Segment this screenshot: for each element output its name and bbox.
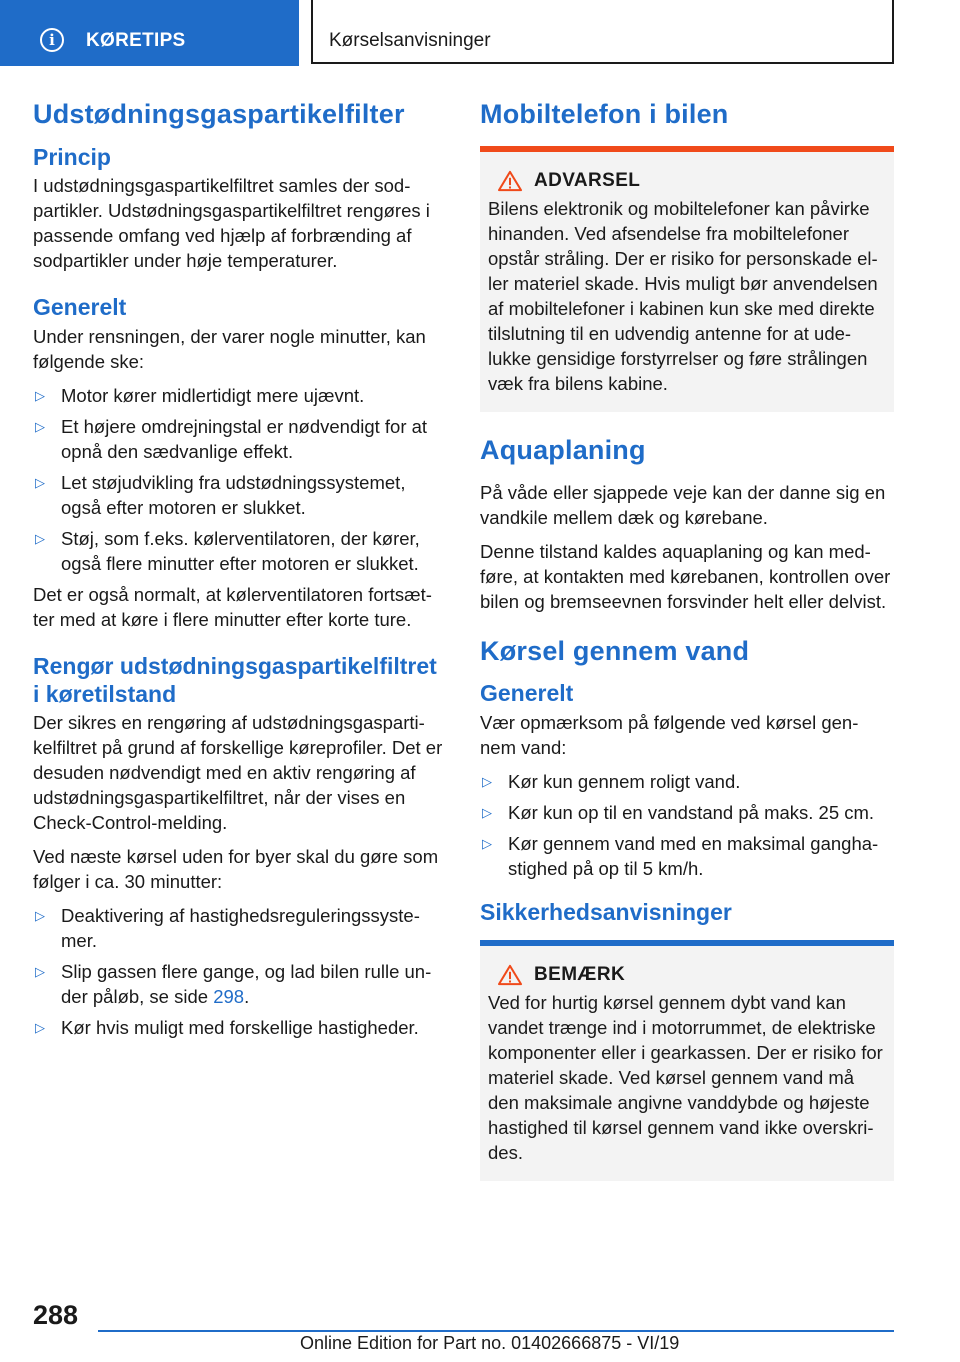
subheading-sikkerhed: Sikkerhedsanvisninger xyxy=(480,898,732,925)
triangle-bullet-icon: ▷ xyxy=(35,908,45,924)
left-column xyxy=(33,98,448,1046)
notice-box xyxy=(480,946,894,1181)
subheading-generelt: Generelt xyxy=(33,294,127,321)
notice-text: Ved for hurtig kørsel gennem dybt vand kan vandet trænge ind i motorrummet, de elektriske komponenter eller i gearkassen. Der er risiko for materiel skade. Ved kørsel gennem vand må den maksimale angivne vanddybde og højeste hastighed til kørsel gennem vand ikke overskri-des. xyxy=(488,992,883,1164)
list-item: ▷ Slip gassen flere gange, og lad bilen rulle un-der påløb, se side 298. xyxy=(35,961,432,1008)
list-item: ▷ Kør hvis muligt med forskellige hastigheder. xyxy=(35,1017,419,1039)
vand-intro: Vær opmærksom på følgende ved kørsel gen-nem vand: xyxy=(480,711,859,758)
subheading-rengor: Rengør udstødningsgaspartikelfiltret i køretilstand xyxy=(33,652,437,707)
section-title-filter: Udstødningsgaspartikelfilter xyxy=(33,99,405,129)
warning-box xyxy=(480,152,894,412)
page-header xyxy=(0,0,960,66)
page-number: 288 xyxy=(33,1300,79,1330)
triangle-bullet-icon: ▷ xyxy=(35,1020,45,1036)
list-item: ▷ Kør gennem vand med en maksimal gangha-stighed på op til 5 km/h. xyxy=(482,832,879,879)
list-item: ▷ Let støjudvikling fra udstødningssystemet, også efter motoren er slukket. xyxy=(35,471,406,518)
warning-triangle-icon xyxy=(496,964,524,986)
info-icon: i xyxy=(40,28,64,52)
warning-triangle-icon xyxy=(496,170,524,192)
triangle-bullet-icon: ▷ xyxy=(35,387,45,403)
list-item: ▷ Kør kun gennem roligt vand. xyxy=(482,770,741,792)
list-item: ▷ Deaktivering af hastighedsreguleringssyste-mer. xyxy=(35,905,420,952)
chapter-title: Kørselsanvisninger xyxy=(329,30,491,51)
aquaplaning-text-1: På våde eller sjappede veje kan der danne sig en vandkile mellem dæk og kørebane. xyxy=(480,481,886,528)
rengor-text-1: Der sikres en rengøring af udstødningsgasparti-kelfiltret på grund af forskellige køreprofiler. Det er desuden nødvendigt med en aktiv rengøring af udstødningsgaspartikelfiltret, når der vises en Check-Control-melding. xyxy=(33,712,443,834)
section-tab-label: KØRETIPS xyxy=(86,30,186,51)
generelt-outro: Det er også normalt, at kølerventilatoren fortsæt-ter med at køre i flere minutter efter korte ture. xyxy=(33,583,432,630)
rengor-text-2: Ved næste kørsel uden for byer skal du gøre som følger i ca. 30 minutter: xyxy=(33,846,439,893)
section-title-vand: Kørsel gennem vand xyxy=(480,635,750,666)
list-item: ▷ Støj, som f.eks. kølerventilatoren, der kører, også flere minutter efter motoren er slukket. xyxy=(35,527,420,574)
edition-text: Online Edition for Part no. 01402666875 - VI/19 xyxy=(300,1333,680,1353)
footer-divider xyxy=(98,1330,894,1332)
rengor-list xyxy=(33,903,448,1040)
triangle-bullet-icon: ▷ xyxy=(482,773,492,789)
triangle-bullet-icon: ▷ xyxy=(482,804,492,820)
subheading-generelt-vand: Generelt xyxy=(480,680,574,707)
right-column xyxy=(480,98,894,1203)
vand-list xyxy=(480,769,894,881)
chapter-title-box xyxy=(311,0,894,64)
list-item: ▷ Kør kun op til en vandstand på maks. 25 cm. xyxy=(482,801,875,823)
subheading-princip: Princip xyxy=(33,143,111,170)
section-title-aquaplaning: Aquaplaning xyxy=(480,434,646,465)
generelt-intro: Under rensningen, der varer nogle minutter, kan følgende ske: xyxy=(33,325,426,372)
aquaplaning-text-2: Denne tilstand kaldes aquaplaning og kan med-føre, at kontakten med kørebanen, kontrollen over bilen og bremseevnen forsvinder helt eller delvist. xyxy=(480,540,891,612)
triangle-bullet-icon: ▷ xyxy=(35,474,45,490)
warning-text: Bilens elektronik og mobiltelefoner kan påvirke hinanden. Ved afsendelse fra mobiltelefoner opstår stråling. Der er risiko for personskade el-ler materiel skade. Hvis muligt bør anvendelsen af mobiltelefoner i kabinen kun ske med direkte tilslutning til en udvendig antenne for at ude-lukke gensidige forstyrrelser og føre strålingen væk fra bilens kabine. xyxy=(488,197,878,394)
section-tab xyxy=(0,0,299,66)
section-title-mobil: Mobiltelefon i bilen xyxy=(480,99,729,129)
list-item: ▷ Motor kører midlertidigt mere ujævnt. xyxy=(35,384,365,406)
warning-label: ADVARSEL xyxy=(534,169,641,191)
princip-text: I udstødningsgaspartikelfiltret samles der sod-partikler. Udstødningsgaspartikelfiltret rengøres i passende omfang ved hjælp af forbrænding af sodpartikler under høje temperaturer. xyxy=(33,175,430,272)
generelt-list xyxy=(33,383,448,576)
page-reference-link[interactable]: 298 xyxy=(213,986,245,1008)
list-item: ▷ Et højere omdrejningstal er nødvendigt for at opnå den sædvanlige effekt. xyxy=(35,415,428,462)
triangle-bullet-icon: ▷ xyxy=(35,964,45,980)
notice-label: BEMÆRK xyxy=(534,964,626,986)
triangle-bullet-icon: ▷ xyxy=(35,418,45,434)
triangle-bullet-icon: ▷ xyxy=(482,835,492,851)
triangle-bullet-icon: ▷ xyxy=(35,530,45,546)
